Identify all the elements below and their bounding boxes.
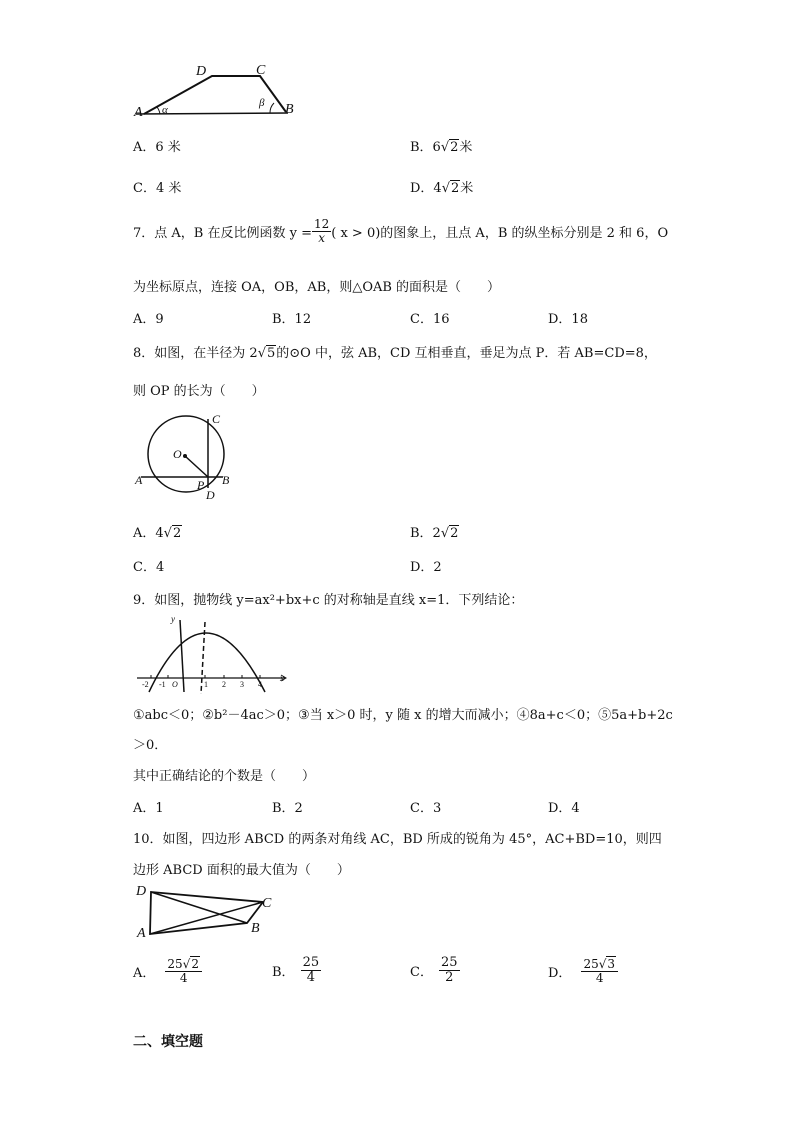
q10-c-fraction [439, 956, 460, 986]
q8-option-d[interactable]: D．2 [410, 560, 442, 575]
label-C: C [212, 412, 221, 426]
q6-option-c[interactable]: C．4 米 [133, 181, 182, 196]
label-D: D [196, 64, 207, 79]
q8-option-a[interactable]: A．4√2 [133, 526, 182, 541]
label-C: C [262, 896, 272, 911]
q6-d-coef: D．4 [410, 181, 442, 196]
q10-c-num: 25 [440, 955, 458, 970]
q10-d-num: 25 [583, 957, 599, 971]
q6-option-a[interactable]: A．6 米 [133, 140, 181, 155]
q8-a-radicand: 2 [172, 526, 182, 541]
q8-option-b[interactable]: B．2√2 [410, 526, 459, 541]
q7-den: x [318, 231, 326, 246]
q10-b-num: 25 [302, 955, 320, 970]
q10-c-den: 2 [445, 970, 454, 986]
q8-line-1: 8．如图，在半径为 2√5的⊙O 中，弦 AB，CD 互相垂直，垂足为点 P．若 AB=CD=8， [133, 346, 657, 361]
q10-d-den: 4 [595, 971, 604, 986]
q10-b-letter: B． [272, 965, 295, 981]
tick-minus-1: -1 [159, 680, 166, 689]
q10-option-a[interactable] [133, 958, 202, 985]
tick-2: 2 [222, 680, 226, 689]
q10-d-radicand: 3 [607, 957, 616, 971]
q6-d-radicand: 2 [451, 181, 460, 196]
q6-d-unit: 米 [460, 181, 474, 196]
q9-option-c[interactable]: C．3 [410, 801, 442, 816]
q6-option-b[interactable]: B．6√2米 [410, 140, 473, 155]
q6-option-d[interactable]: D．4√2米 [410, 181, 474, 196]
q9-line-3: ＞0． [133, 738, 168, 753]
q10-b-den: 4 [306, 970, 315, 986]
q10-d-fraction: $\frac{25√3}{4}$ [581, 958, 618, 985]
label-B: B [251, 921, 260, 936]
label-D: D [206, 488, 215, 502]
q10-a-fraction: $\frac{25√2}{4}$ [165, 958, 202, 985]
q6-b-radicand: 2 [450, 140, 459, 155]
label-beta: β [259, 97, 265, 109]
q10-line-2: 边形 ABCD 面积的最大值为（ ） [133, 863, 350, 878]
q9-option-b[interactable]: B．2 [272, 801, 303, 816]
q9-line-2: ①abc＜0；②b²－4ac＞0；③当 x＞0 时，y 随 x 的增大而减小；④8a+c＜0；⑤5a+b+2c [133, 708, 673, 723]
q7-line-1 [133, 218, 668, 245]
label-A: A [137, 926, 146, 941]
trapezoid-figure [130, 62, 310, 122]
tick-origin: O [172, 680, 178, 689]
q7-text-b: ( x > 0)的图象上，且点 A，B 的纵坐标分别是 2 和 6，O [331, 226, 669, 242]
q8-text-a: 8．如图，在半径为 2 [133, 346, 258, 361]
quadrilateral-figure [135, 884, 285, 944]
label-B: B [222, 473, 230, 487]
tick-1: 1 [204, 680, 208, 689]
q8-option-c[interactable]: C．4 [133, 560, 165, 575]
label-C: C [256, 63, 266, 78]
q8-radicand: 5 [266, 346, 276, 361]
label-A: A [135, 473, 143, 487]
q9-line-4: 其中正确结论的个数是（ ） [133, 769, 316, 784]
q8-b-coef: B．2 [410, 526, 441, 541]
q8-b-radicand: 2 [450, 526, 459, 541]
q10-option-c[interactable] [410, 956, 460, 986]
label-B: B [285, 102, 294, 117]
q10-line-1: 10．如图，四边形 ABCD 的两条对角线 AC，BD 所成的锐角为 45°，AC+BD=10，则四 [133, 832, 662, 847]
q9-line-1: 9．如图，抛物线 y=ax²+bx+c 的对称轴是直线 x=1．下列结论： [133, 593, 524, 608]
q7-option-b[interactable]: B．12 [272, 312, 312, 327]
q7-line-2: 为坐标原点，连接 OA，OB，AB，则△OAB 的面积是（ ） [133, 280, 501, 295]
q10-c-letter: C． [410, 965, 433, 981]
axis-x-label: x [280, 673, 284, 683]
q8-line-2: 则 OP 的长为（ ） [133, 384, 265, 399]
q10-a-den: 4 [179, 971, 188, 986]
q10-a-radicand: 2 [191, 957, 199, 971]
q10-option-d[interactable] [548, 958, 618, 985]
q6-b-unit: 米 [459, 140, 473, 155]
q7-option-c[interactable]: C．16 [410, 312, 450, 327]
q7-num: 12 [313, 217, 330, 231]
q7-option-a[interactable]: A．9 [133, 312, 164, 327]
label-alpha: α [162, 104, 168, 116]
q10-a-num: 25 [167, 957, 183, 971]
q10-a-letter: A． [133, 966, 156, 982]
q8-text-b: 的⊙O 中，弦 AB，CD 互相垂直，垂足为点 P．若 AB=CD=8， [276, 346, 657, 361]
q10-d-letter: D． [548, 966, 572, 982]
q9-option-a[interactable]: A．1 [133, 801, 164, 816]
section-heading-fill-in: 二、填空题 [133, 1034, 203, 1050]
q10-option-b[interactable] [272, 956, 321, 986]
q7-option-d[interactable]: D．18 [548, 312, 588, 327]
label-A: A [134, 105, 143, 120]
label-D: D [136, 884, 147, 899]
label-O: O [173, 447, 182, 461]
q8-a-coef: A．4 [133, 526, 164, 541]
q10-b-fraction [301, 956, 322, 986]
q7-fraction [312, 218, 331, 245]
axis-y-label: y [171, 614, 175, 624]
q7-text-a: 7．点 A，B 在反比例函数 y = [133, 226, 312, 242]
tick-4: 4 [258, 680, 262, 689]
label-P: P [197, 478, 205, 492]
q6-b-coef: B．6 [410, 140, 441, 155]
tick-3: 3 [240, 680, 244, 689]
tick-minus-2: -2 [142, 680, 149, 689]
q9-option-d[interactable]: D．4 [548, 801, 580, 816]
